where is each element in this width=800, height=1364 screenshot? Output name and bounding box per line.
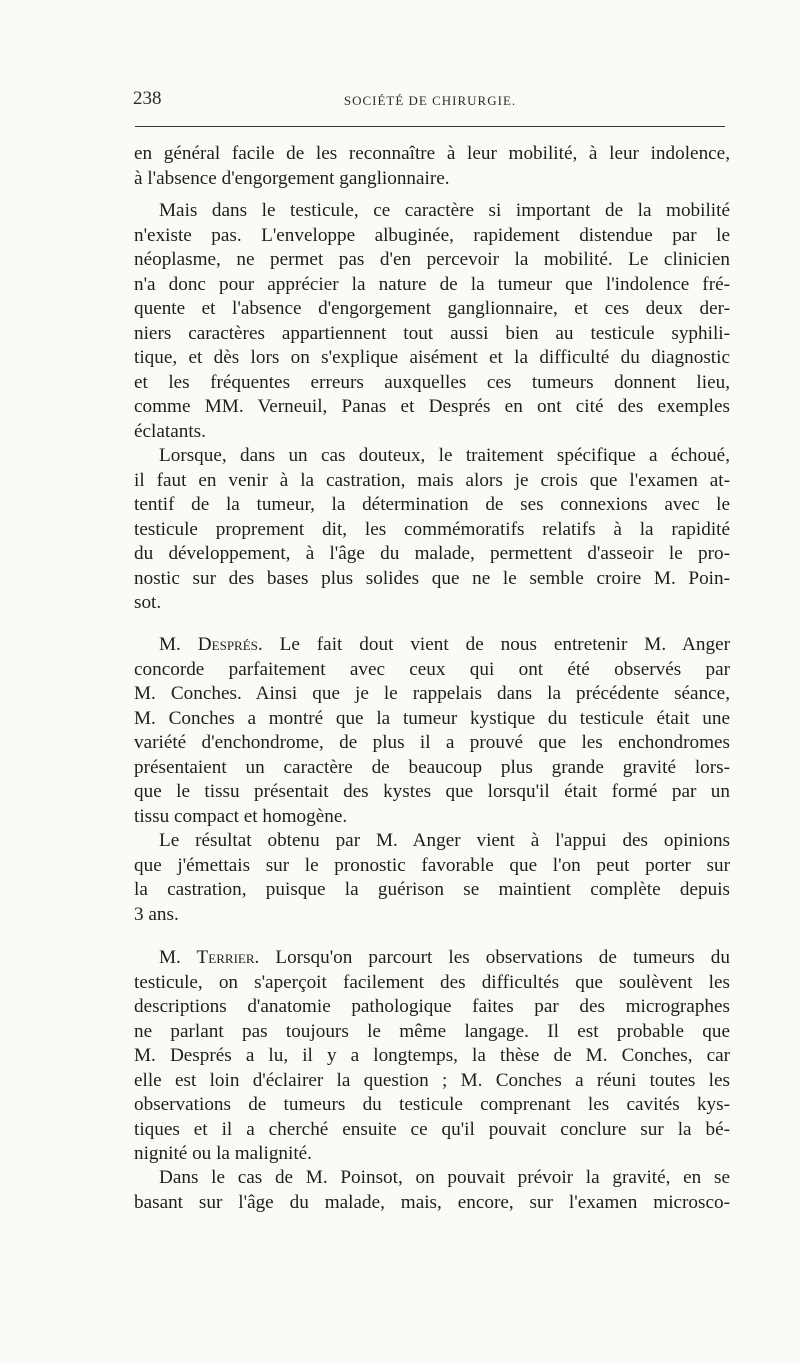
text-line <box>134 633 730 658</box>
text-line <box>134 946 730 971</box>
text-line: et les fréquentes erreurs auxquelles ces tumeurs donnent lieu, <box>134 371 730 393</box>
page-header <box>133 88 727 116</box>
text-line: la castration, puisque la guérison se maintient complète depuis <box>134 879 730 900</box>
text-line: variété d'enchondrome, de plus il a prouvé que les enchondromes <box>134 732 730 753</box>
text-line: comme MM. Verneuil, Panas et Després en ont cité des exemples <box>134 396 730 417</box>
page-number: 238 <box>133 88 162 109</box>
text-line: niers caractères appartiennent tout aussi bien au testicule syphili- <box>134 322 730 344</box>
header-rule <box>135 126 725 127</box>
text-line: elle est loin d'éclairer la question ; M. Conches a réuni toutes les <box>134 1069 730 1091</box>
text-line: nignité ou la malignité. <box>134 1143 312 1164</box>
text-line: M. Després a lu, il y a longtemps, la thèse de M. Conches, car <box>134 1045 730 1066</box>
text-line: en général facile de les reconnaître à leur mobilité, à leur indolence, <box>134 143 730 164</box>
text-line: M. Conches. Ainsi que je le rappelais dans la précédente séance, <box>134 683 730 704</box>
text-line: que le tissu présentait des kystes que lorsqu'il était formé par un <box>134 781 730 802</box>
text-line: n'a donc pour apprécier la nature de la tumeur que l'indolence fré- <box>134 273 730 295</box>
paragraph-mobilite <box>134 199 730 444</box>
text-line: testicule, on s'aperçoit facilement des difficultés que soulèvent les <box>134 971 730 993</box>
text-line: basant sur l'âge du malade, mais, encore, sur l'examen microsco- <box>134 1191 730 1213</box>
paragraph-despres <box>134 633 730 829</box>
text-line: nostic sur des bases plus solides que ne le semble croire M. Poin- <box>134 567 730 589</box>
text-line: éclatants. <box>134 420 206 442</box>
text-line: tissu compact et homogène. <box>134 805 348 827</box>
paragraph-resultat <box>134 829 730 927</box>
text-line: du développement, à l'âge du malade, permettent d'asseoir le pro- <box>134 543 730 564</box>
text-line: descriptions d'anatomie pathologique faites par des micrographes <box>134 996 730 1017</box>
text-fragment: Le fait dout vient de nous entretenir M. Anger <box>262 634 730 655</box>
text-line: Le résultat obtenu par M. Anger vient à l'appui des opinions <box>159 830 730 851</box>
text-line: ne parlant pas toujours le même langage. Il est probable que <box>134 1020 730 1042</box>
paragraph-poinsot <box>134 1166 730 1215</box>
text-line: néoplasme, ne permet pas d'en percevoir la mobilité. Le clinicien <box>134 249 730 270</box>
text-line: Lorsque, dans un cas douteux, le traitement spécifique a échoué, <box>159 445 730 466</box>
text-line: quente et l'absence d'engorgement ganglionnaire, et ces deux der- <box>134 298 730 319</box>
text-line: 3 ans. <box>134 903 179 925</box>
speaker-name: M. Després. <box>159 634 263 655</box>
paragraph-terrier <box>134 946 730 1167</box>
text-line: M. Conches a montré que la tumeur kystique du testicule était une <box>134 707 730 729</box>
text-line: à l'absence d'engorgement ganglionnaire. <box>134 167 450 189</box>
text-fragment: Lorsqu'on parcourt les observations de tumeurs du <box>259 947 730 968</box>
text-line: Mais dans le testicule, ce caractère si important de la mobilité <box>159 200 730 221</box>
paragraph-castration <box>134 444 730 616</box>
text-line: tiques et il a cherché ensuite ce qu'il pouvait conclure sur la bé- <box>134 1118 730 1140</box>
text-line: Dans le cas de M. Poinsot, on pouvait prévoir la gravité, en se <box>159 1167 730 1188</box>
text-line: sot. <box>134 592 162 613</box>
text-line: il faut en venir à la castration, mais alors je crois que l'examen at- <box>134 469 730 491</box>
text-line: testicule proprement dit, les commémoratifs relatifs à la rapidité <box>134 518 730 540</box>
text-line: tique, et dès lors on s'explique aisément et la difficulté du diagnostic <box>134 347 730 368</box>
text-line: observations de tumeurs du testicule comprenant les cavités kys- <box>134 1094 730 1115</box>
running-title: SOCIÉTÉ DE CHIRURGIE. <box>343 93 517 108</box>
text-line: tentif de la tumeur, la détermination de ses connexions avec le <box>134 494 730 515</box>
paragraph-continuation <box>134 142 730 191</box>
text-line: n'existe pas. L'enveloppe albuginée, rapidement distendue par le <box>134 224 730 246</box>
text-line: que j'émettais sur le pronostic favorable que l'on peut porter sur <box>134 854 730 876</box>
text-line: concorde parfaitement avec ceux qui ont été observés par <box>134 658 730 680</box>
text-line: présentaient un caractère de beaucoup plus grande gravité lors- <box>134 756 730 778</box>
speaker-name: M. Terrier. <box>159 947 260 968</box>
